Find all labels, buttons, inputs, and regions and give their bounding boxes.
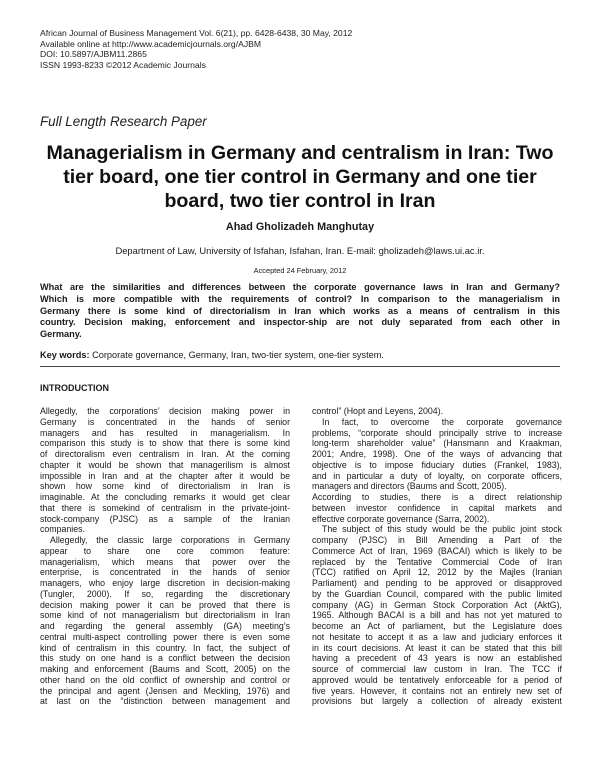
text-line: central multi-aspect controlling power there is even some (40, 631, 290, 642)
text-line: impossible in Iran and at the chapter after it would be (40, 470, 290, 481)
text-line: managers and has resulted in managerialism. In (40, 427, 290, 438)
journal-doi: DOI: 10.5897/AJBM11.2865 (40, 49, 147, 60)
text-line: Germany is concentrated in the hands of senior (40, 416, 290, 427)
text-line: kind of centralism in this country. In fact, the subject of (40, 642, 290, 653)
text-line: enterprise, is concentrated in the hands of senior (40, 567, 290, 578)
paper-type: Full Length Research Paper (40, 114, 207, 129)
text-line: and in particular a duty of loyalty, on corporate officers, (312, 470, 562, 481)
text-line: problems, “corporate should principally strive to increase (312, 427, 562, 438)
divider (40, 366, 560, 367)
abstract-line: Germany. (40, 329, 82, 340)
text-line: at last on the “distinction between management and (40, 696, 290, 707)
keywords-label: Key words: (40, 350, 90, 360)
text-line: source of commercial law custom in Iran. The TCC if (312, 664, 562, 674)
section-heading: INTRODUCTION (40, 383, 109, 393)
title-line: Managerialism in Germany and centralism in Iran: Two (46, 142, 554, 164)
abstract-line: Which is more compatible with the requirements of control? In comparison to the managerialism in (40, 293, 560, 304)
keywords-text: Corporate governance, Germany, Iran, two-tier system, one-tier system. (92, 350, 384, 360)
text-line: imaginable. At the concluding remarks it would get clear (40, 492, 290, 502)
text-line: in its court decisions. At least it can be stated that this bill (312, 642, 562, 653)
text-line: stock-company (PJSC) as a sample of the Iranian (40, 513, 290, 524)
text-line: provisions but largely a collection of already existent (312, 696, 562, 707)
accepted-date: Accepted 24 February, 2012 (253, 266, 347, 275)
text-line: that there is somekind of centralism in the private-joint- (40, 502, 290, 513)
journal-issn: ISSN 1993-8233 ©2012 Academic Journals (40, 59, 206, 70)
text-line: company (AG) in German Stock Corporation Act (AktG), (312, 599, 562, 610)
text-line: managers and directors (Baums and Scott, 2005). (312, 481, 507, 492)
text-line: this study on one hand is a conflict between the decision (40, 653, 290, 664)
text-line: (TCC) ratified on April 12, 2012 by the Majles (Iranian (312, 567, 562, 578)
text-line: shown how some kind of directorialism in Iran is (40, 481, 290, 492)
text-line: managers, who enjoy large discretion in decision-making (40, 578, 290, 588)
text-line: become an Act of parliament, but the Legislature does (312, 621, 562, 631)
author-name: Ahad Gholizadeh Manghutay (225, 221, 375, 233)
abstract-line: country. Decision making, enforcement and inspector-ship are not duly separated from each other in (40, 317, 560, 328)
abstract-line: What are the similarities and differences between the corporate governance laws in Iran and Germany? (40, 282, 560, 292)
right-column (312, 406, 562, 707)
text-line: effective corporate governance (Sarra, 2002). (312, 513, 490, 524)
text-line: Allegedly, the corporations’ decision making power in (40, 406, 290, 416)
text-line: appear to share one core common feature: (40, 545, 290, 556)
title-line: tier board, one tier control in Germany and one tier (63, 166, 537, 188)
text-line: According to studies, there is a direct relationship (312, 492, 562, 502)
text-line: Commerce Act of Iran, 1969 (BACAI) which is likely to be (312, 545, 562, 556)
text-line: not hesitate to accept it as a law and judiciary enforces it (312, 631, 562, 642)
title-line: board, two tier control in Iran (164, 190, 436, 212)
text-line: by the Guardian Council, compared with the public limited (312, 588, 562, 599)
text-line: Parliament) and pending to be approved or disapproved (312, 578, 562, 588)
text-line: 2001; Andre, 1998). One of the ways of advancing that (312, 449, 562, 459)
text-line: companies. (40, 524, 85, 535)
text-line: comparison this study is to show that there is some kind (40, 438, 290, 449)
text-line: The subject of this study would be the public joint stock (322, 524, 562, 535)
text-line: between investor confidence in capital markets and (312, 502, 562, 513)
paper-title (40, 141, 560, 213)
text-line: the principal and agent (Jensen and Meckling, 1976) and (40, 685, 290, 696)
journal-header (40, 28, 352, 70)
text-line: objective is to impose fiduciary duties (Frankel, 1983), (312, 459, 562, 470)
text-line: of directoralism even centralism in Iran. At the coming (40, 449, 290, 459)
abstract (40, 282, 560, 341)
text-line: five years. However, it contains not an entirely new set of (312, 685, 562, 696)
journal-url: Available online at http://www.academicjournals.org/AJBM (40, 38, 262, 49)
author-affiliation: Department of Law, University of Isfahan, Isfahan, Iran. E-mail: gholizadeh@laws.ui.ac.ir. (115, 245, 485, 256)
keywords (40, 350, 560, 360)
text-line: replaced by the Tentative Commercial Code of Iran (312, 556, 562, 567)
text-line: having a precedent of 43 years is now an established (312, 653, 562, 664)
journal-citation: African Journal of Business Management Vol. 6(21), pp. 6428-6438, 30 May, 2012 (40, 28, 353, 38)
text-line: other hand on the old conflict of ownership and control or (40, 674, 290, 685)
text-line: some kind of not managerialism but directorialism in Iran (40, 610, 290, 621)
left-column (40, 406, 290, 707)
text-line: control” (Hopt and Leyens, 2004). (312, 406, 444, 416)
text-line: approved would be tentatively enforceable for a period of (312, 674, 562, 685)
text-line: and regarding the general assembly (GA) meeting’s (40, 621, 290, 631)
text-line: 1965. Although BACAI is a bill and has not yet matured to (312, 610, 562, 621)
text-line: decision making power it can be proved that there is (40, 599, 290, 610)
text-line: company (PJSC) in Bill Amending a Part of the (312, 535, 562, 545)
text-line: In fact, to overcome the corporate governance (322, 416, 562, 427)
text-line: Allegedly, the classic large corporations in Germany (50, 535, 290, 545)
text-line: chapter it would be shown that managerilism is almost (40, 459, 290, 470)
text-line: managerialism, which means that power over the (40, 556, 290, 567)
text-line: (Tungler, 2000). If so, regarding the discretionary (40, 588, 290, 599)
text-line: making and enforcement (Baums and Scott, 2005) on the (40, 664, 290, 674)
abstract-line: Germany there is some kind of directorialism in Iran which works as a means of centralism in this (40, 305, 560, 316)
text-line: long-term shareholder value” (Hansmann and Kraakman, (312, 438, 562, 449)
